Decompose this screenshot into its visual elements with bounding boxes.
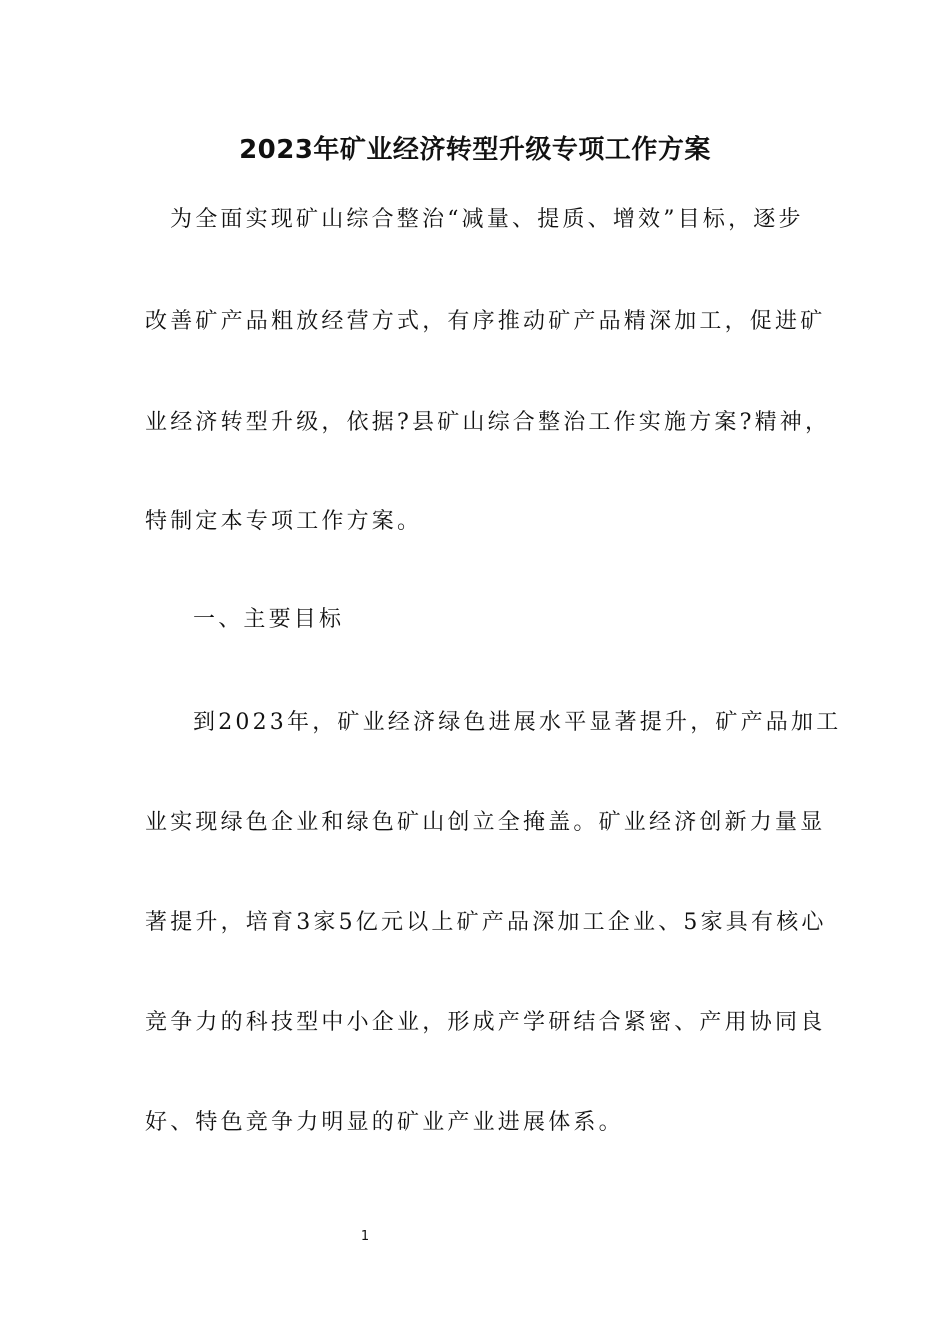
paragraph-line: 业实现绿色企业和绿色矿山创立全掩盖。矿业经济创新力量显 [145,810,826,835]
section-heading: 一、主要目标 [193,607,345,632]
paragraph-line: 著提升，培育3家5亿元以上矿产品深加工企业、5家具有核心 [145,910,827,935]
paragraph-line: 业经济转型升级，依据?县矿山综合整治工作实施方案?精神， [145,410,831,435]
document-title: 2023年矿业经济转型升级专项工作方案 [239,135,711,165]
page-number: 1 [360,1229,370,1244]
paragraph-line: 为全面实现矿山综合整治“减量、提质、增效”目标，逐步 [170,207,804,232]
paragraph-line: 特制定本专项工作方案。 [145,509,423,534]
paragraph-line: 好、特色竞争力明显的矿业产业进展体系。 [145,1110,624,1135]
paragraph-line: 竞争力的科技型中小企业，形成产学研结合紧密、产用协同良 [145,1010,826,1035]
paragraph-line: 改善矿产品粗放经营方式，有序推动矿产品精深加工，促进矿 [145,309,826,334]
paragraph-line: 到2023年，矿业经济绿色进展水平显著提升，矿产品加工 [193,710,842,735]
